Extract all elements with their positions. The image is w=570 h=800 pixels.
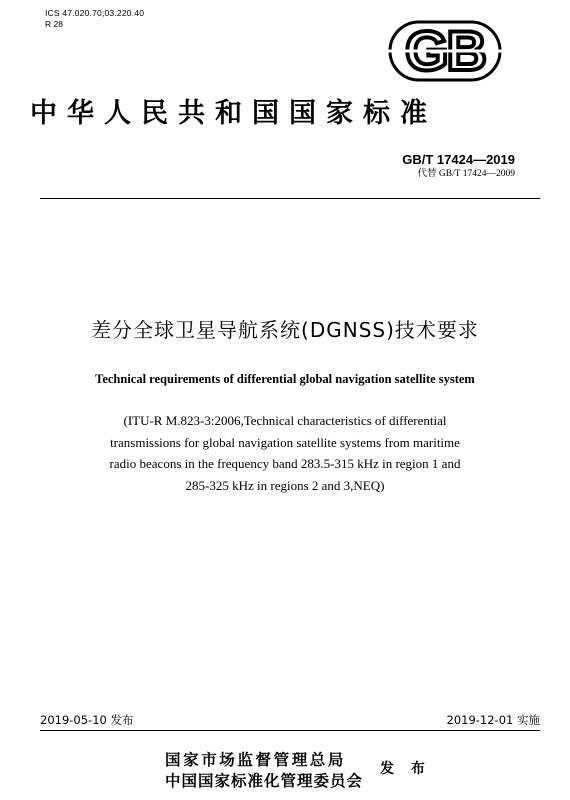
header-divider — [40, 198, 540, 199]
equivalence-line: radio beacons in the frequency band 283.5-315 kHz in region 1 and — [109, 456, 461, 471]
gb-logo-text: GB — [405, 20, 485, 82]
publish-label: 发 布 — [380, 761, 431, 777]
equivalence-line: transmissions for global navigation satellite systems from maritime — [110, 434, 460, 450]
ics-code: ICS 47.020.70;03.220.40 — [45, 8, 145, 18]
equivalence-line: 285-325 kHz in regions 2 and 3,NEQ) — [185, 477, 385, 493]
implementation-date: 2019-12-01 实施 — [446, 713, 540, 727]
gb-logo-icon — [386, 20, 504, 82]
issuing-authorities — [165, 749, 363, 791]
issuer-line-1: 国家市场监督管理总局 — [165, 750, 347, 769]
issue-date: 2019-05-10 发布 — [40, 713, 134, 727]
equivalence-statement — [60, 410, 510, 496]
footer-divider — [40, 730, 540, 731]
document-title-chinese: 差分全球卫星导航系统(DGNSS)技术要求 — [91, 318, 479, 342]
standard-number: GB/T 17424—2019 — [402, 152, 515, 167]
ccs-code: R 28 — [45, 19, 63, 29]
standard-category-title: 中华人民共和国国家标准 — [30, 98, 437, 129]
equivalence-line: (ITU-R M.823-3:2006,Technical characteristics of differential — [123, 413, 447, 428]
replaces-standard: 代替 GB/T 17424—2009 — [417, 169, 515, 179]
issuer-line-2: 中国国家标准化管理委员会 — [165, 771, 364, 790]
document-title-english: Technical requirements of differential global navigation satellite system — [95, 372, 475, 386]
